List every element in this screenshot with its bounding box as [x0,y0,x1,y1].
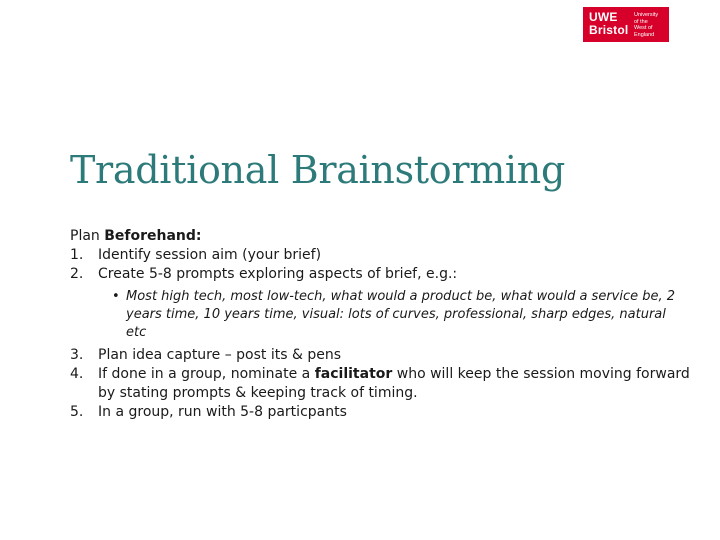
bullet-icon: • [112,289,120,304]
list-number: 5. [70,404,84,420]
intro-line [70,227,690,246]
logo-line-bristol: Bristol [589,23,629,37]
list-text: Create 5-8 prompts exploring aspects of brief, e.g.: [98,266,458,282]
list-number: 1. [70,247,84,263]
sub-bullet-text: Most high tech, most low-tech, what would a product be, what would a service be, 2 years time, 10 years time, visual: lots of curves, professional, sharp edges, natural etc [126,289,676,340]
list-text-bold: facilitator [314,366,393,382]
list-item-1 [70,246,690,265]
list-item-2 [70,265,690,284]
slide-body [70,227,690,422]
logo-university-text [634,12,658,38]
list-number: 4. [70,366,84,382]
list-item-4 [70,365,690,403]
logo-line-uwe: UWE [589,10,618,24]
logo-small-4: England [634,31,655,38]
list-number: 2. [70,266,84,282]
logo-wordmark [589,11,628,37]
logo-small-2: of the [634,18,648,25]
logo-small-1: University [634,12,659,18]
list-item-3 [70,346,690,365]
list-item-5 [70,403,690,422]
list-text-post: who will keep the session moving forward by stating prompts & keeping track of timing. [98,366,690,401]
intro-prefix: Plan [70,228,105,244]
uwe-bristol-logo [583,7,669,42]
list-number: 3. [70,347,84,363]
slide-title: Traditional Brainstorming [70,148,565,192]
list-text: Identify session aim (your brief) [98,247,322,263]
sub-bullet [112,288,690,342]
logo-small-3: West of [634,25,653,31]
list-text-pre: If done in a group, nominate a [98,366,315,382]
list-text: In a group, run with 5-8 particpants [98,404,347,420]
intro-bold: Beforehand: [104,228,202,244]
list-text: Plan idea capture – post its & pens [98,347,341,363]
